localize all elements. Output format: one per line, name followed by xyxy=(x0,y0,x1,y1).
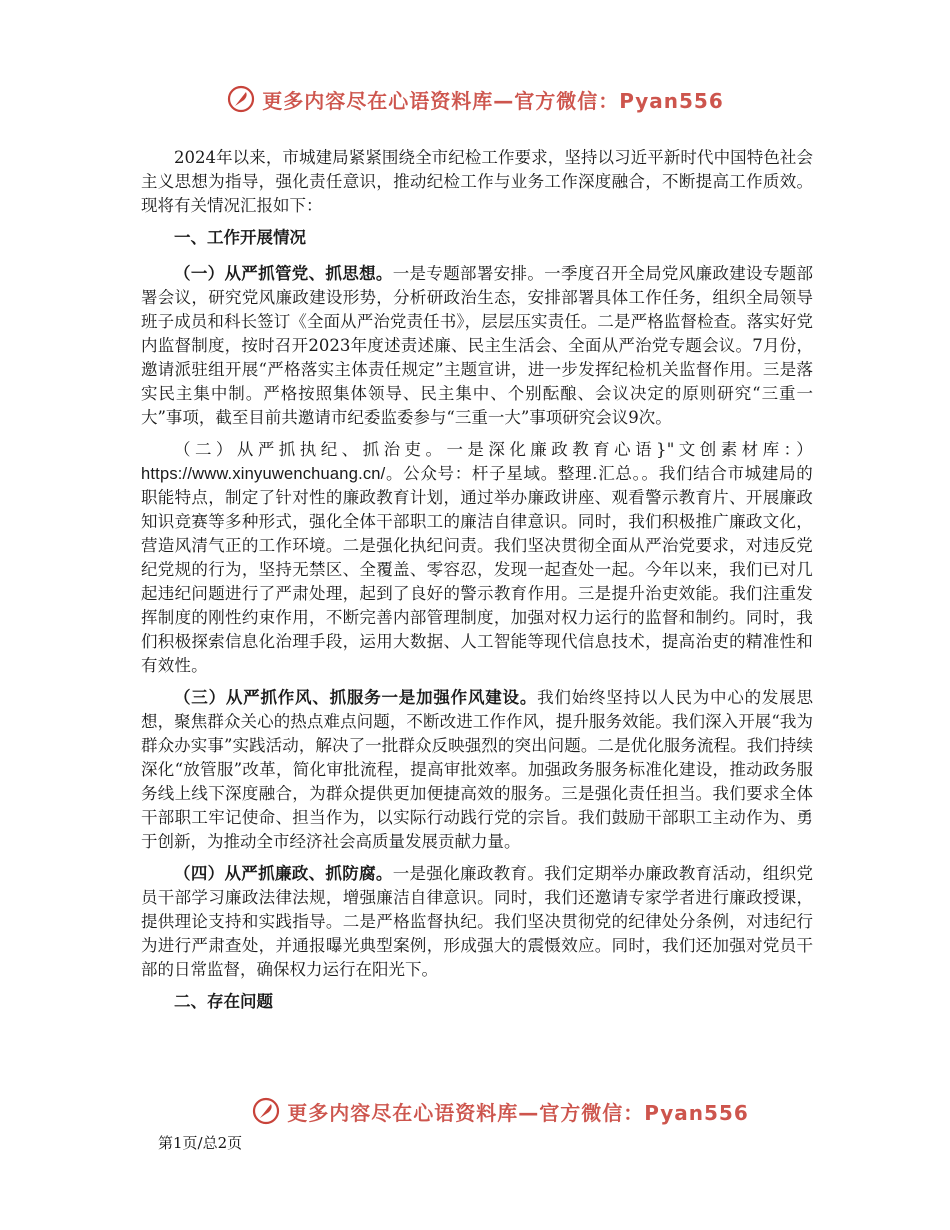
paragraph-text: 我们始终坚持以人民为中心的发展思想，聚焦群众关心的热点难点问题，不断改进工作作风，提升服务效能。我们深入开展“我为群众办实事”实践活动，解决了一批群众反映强烈的突出问题。二是优化服务流程。我们持续深化“放管服”改革，简化审批流程，提高审批效率。加强政务服务标准化建设，推动政务服务线上线下深度融合，为群众提供更加便捷高效的服务。三是强化责任担当。我们要求全体干部职工牢记使命、担当作为，以实际行动践行党的宗旨。我们鼓励干部职工主动作为、勇于创新，为推动全市经济社会高质量发展贡献力量。 xyxy=(141,688,814,851)
paragraph-lead: （二）从严抓执纪、抓治吏。 xyxy=(174,440,447,459)
section-heading-problems: 二、存在问题 xyxy=(174,992,273,1011)
paragraph-anti-corruption xyxy=(141,862,813,982)
paragraph-text: 一是强化廉政教育。我们定期举办廉政教育活动，组织党员干部学习廉政法律法规，增强廉洁自律意识。同时，我们还邀请专家学者进行廉政授课，提供理论支持和实践指导。二是严格监督执纪。我们坚决贯彻党的纪律处分条例，对违纪行为进行严肃查处，并通报曝光典型案例，形成强大的震慑效应。同时，我们还加强对党员干部的日常监督，确保权力运行在阳光下。 xyxy=(141,864,814,979)
source-url-link[interactable]: https://www.xinyuwenchuang.cn/ xyxy=(141,465,386,483)
quill-logo-icon xyxy=(226,84,256,114)
watermark-text: 更多内容尽在心语资料库—官方微信：Pyan556 xyxy=(287,1100,749,1125)
paragraph-text-b: 。公众号：杆子星域。整理.汇总。。我们结合市城建局的职能特点，制定了针对性的廉政教育计划，通过举办廉政讲座、观看警示教育片、开展廉政知识竞赛等多种形式，强化全体干部职工的廉洁自律意识。同时，我们积极推广廉政文化，营造风清气正的工作环境。二是强化执纪问责。我们坚决贯彻全面从严治党要求，对违反党纪党规的行为，坚持无禁区、全覆盖、零容忍，发现一起查处一起。今年以来，我们已对几起违纪问题进行了严肃处理，起到了良好的警示教育作用。三是提升治吏效能。我们注重发挥制度的刚性约束作用，不断完善内部管理制度，加强对权力运行的监督和制约。同时，我们积极探索信息化治理手段，运用大数据、人工智能等现代信息技术，提高治吏的精准性和有效性。 xyxy=(141,464,813,675)
paragraph-text-a: 一是深化廉政教育心语}"文创素材库：） xyxy=(446,440,813,459)
quill-logo-icon xyxy=(251,1096,281,1126)
paragraph-party-management xyxy=(141,262,813,430)
paragraph-lead: （一）从严抓管党、抓思想。 xyxy=(174,264,393,283)
paragraph-lead: （三）从严抓作风、抓服务一是加强作风建设。 xyxy=(174,688,538,707)
paragraph-work-style xyxy=(141,686,813,854)
section-heading-work: 一、工作开展情况 xyxy=(174,228,306,247)
document-body xyxy=(141,146,813,1026)
watermark-text: 更多内容尽在心语资料库—官方微信：Pyan556 xyxy=(262,88,724,113)
intro-paragraph: 2024年以来，市城建局紧紧围绕全市纪检工作要求，坚持以习近平新时代中国特色社会主义思想为指导，强化责任意识，推动纪检工作与业务工作深度融合，不断提高工作质效。现将有关情况汇报如下： xyxy=(141,148,813,215)
paragraph-lead: （四）从严抓廉政、抓防腐。 xyxy=(174,864,393,883)
paragraph-discipline xyxy=(141,438,813,678)
watermark-banner-bottom xyxy=(50,1096,950,1126)
paragraph-text: 一是专题部署安排。一季度召开全局党风廉政建设专题部署会议，研究党风廉政建设形势，分析研政治生态，安排部署具体工作任务，组织全局领导班子成员和科长签订《全面从严治党责任书》，层层压实责任。二是严格监督检查。落实好党内监督制度，按时召开2023年度述责述廉、民主生活会、全面从严治党专题会议。7月份，邀请派驻组开展“严格落实主体责任规定”主题宣讲，进一步发挥纪检机关监督作用。三是落实民主集中制。严格按照集体领导、民主集中、个别酝酿、会议决定的原则研究“三重一大”事项，截至目前共邀请市纪委监委参与“三重一大”事项研究会议9次。 xyxy=(141,264,814,427)
watermark-banner-top xyxy=(0,84,950,114)
page-number: 第1页/总2页 xyxy=(158,1134,243,1152)
